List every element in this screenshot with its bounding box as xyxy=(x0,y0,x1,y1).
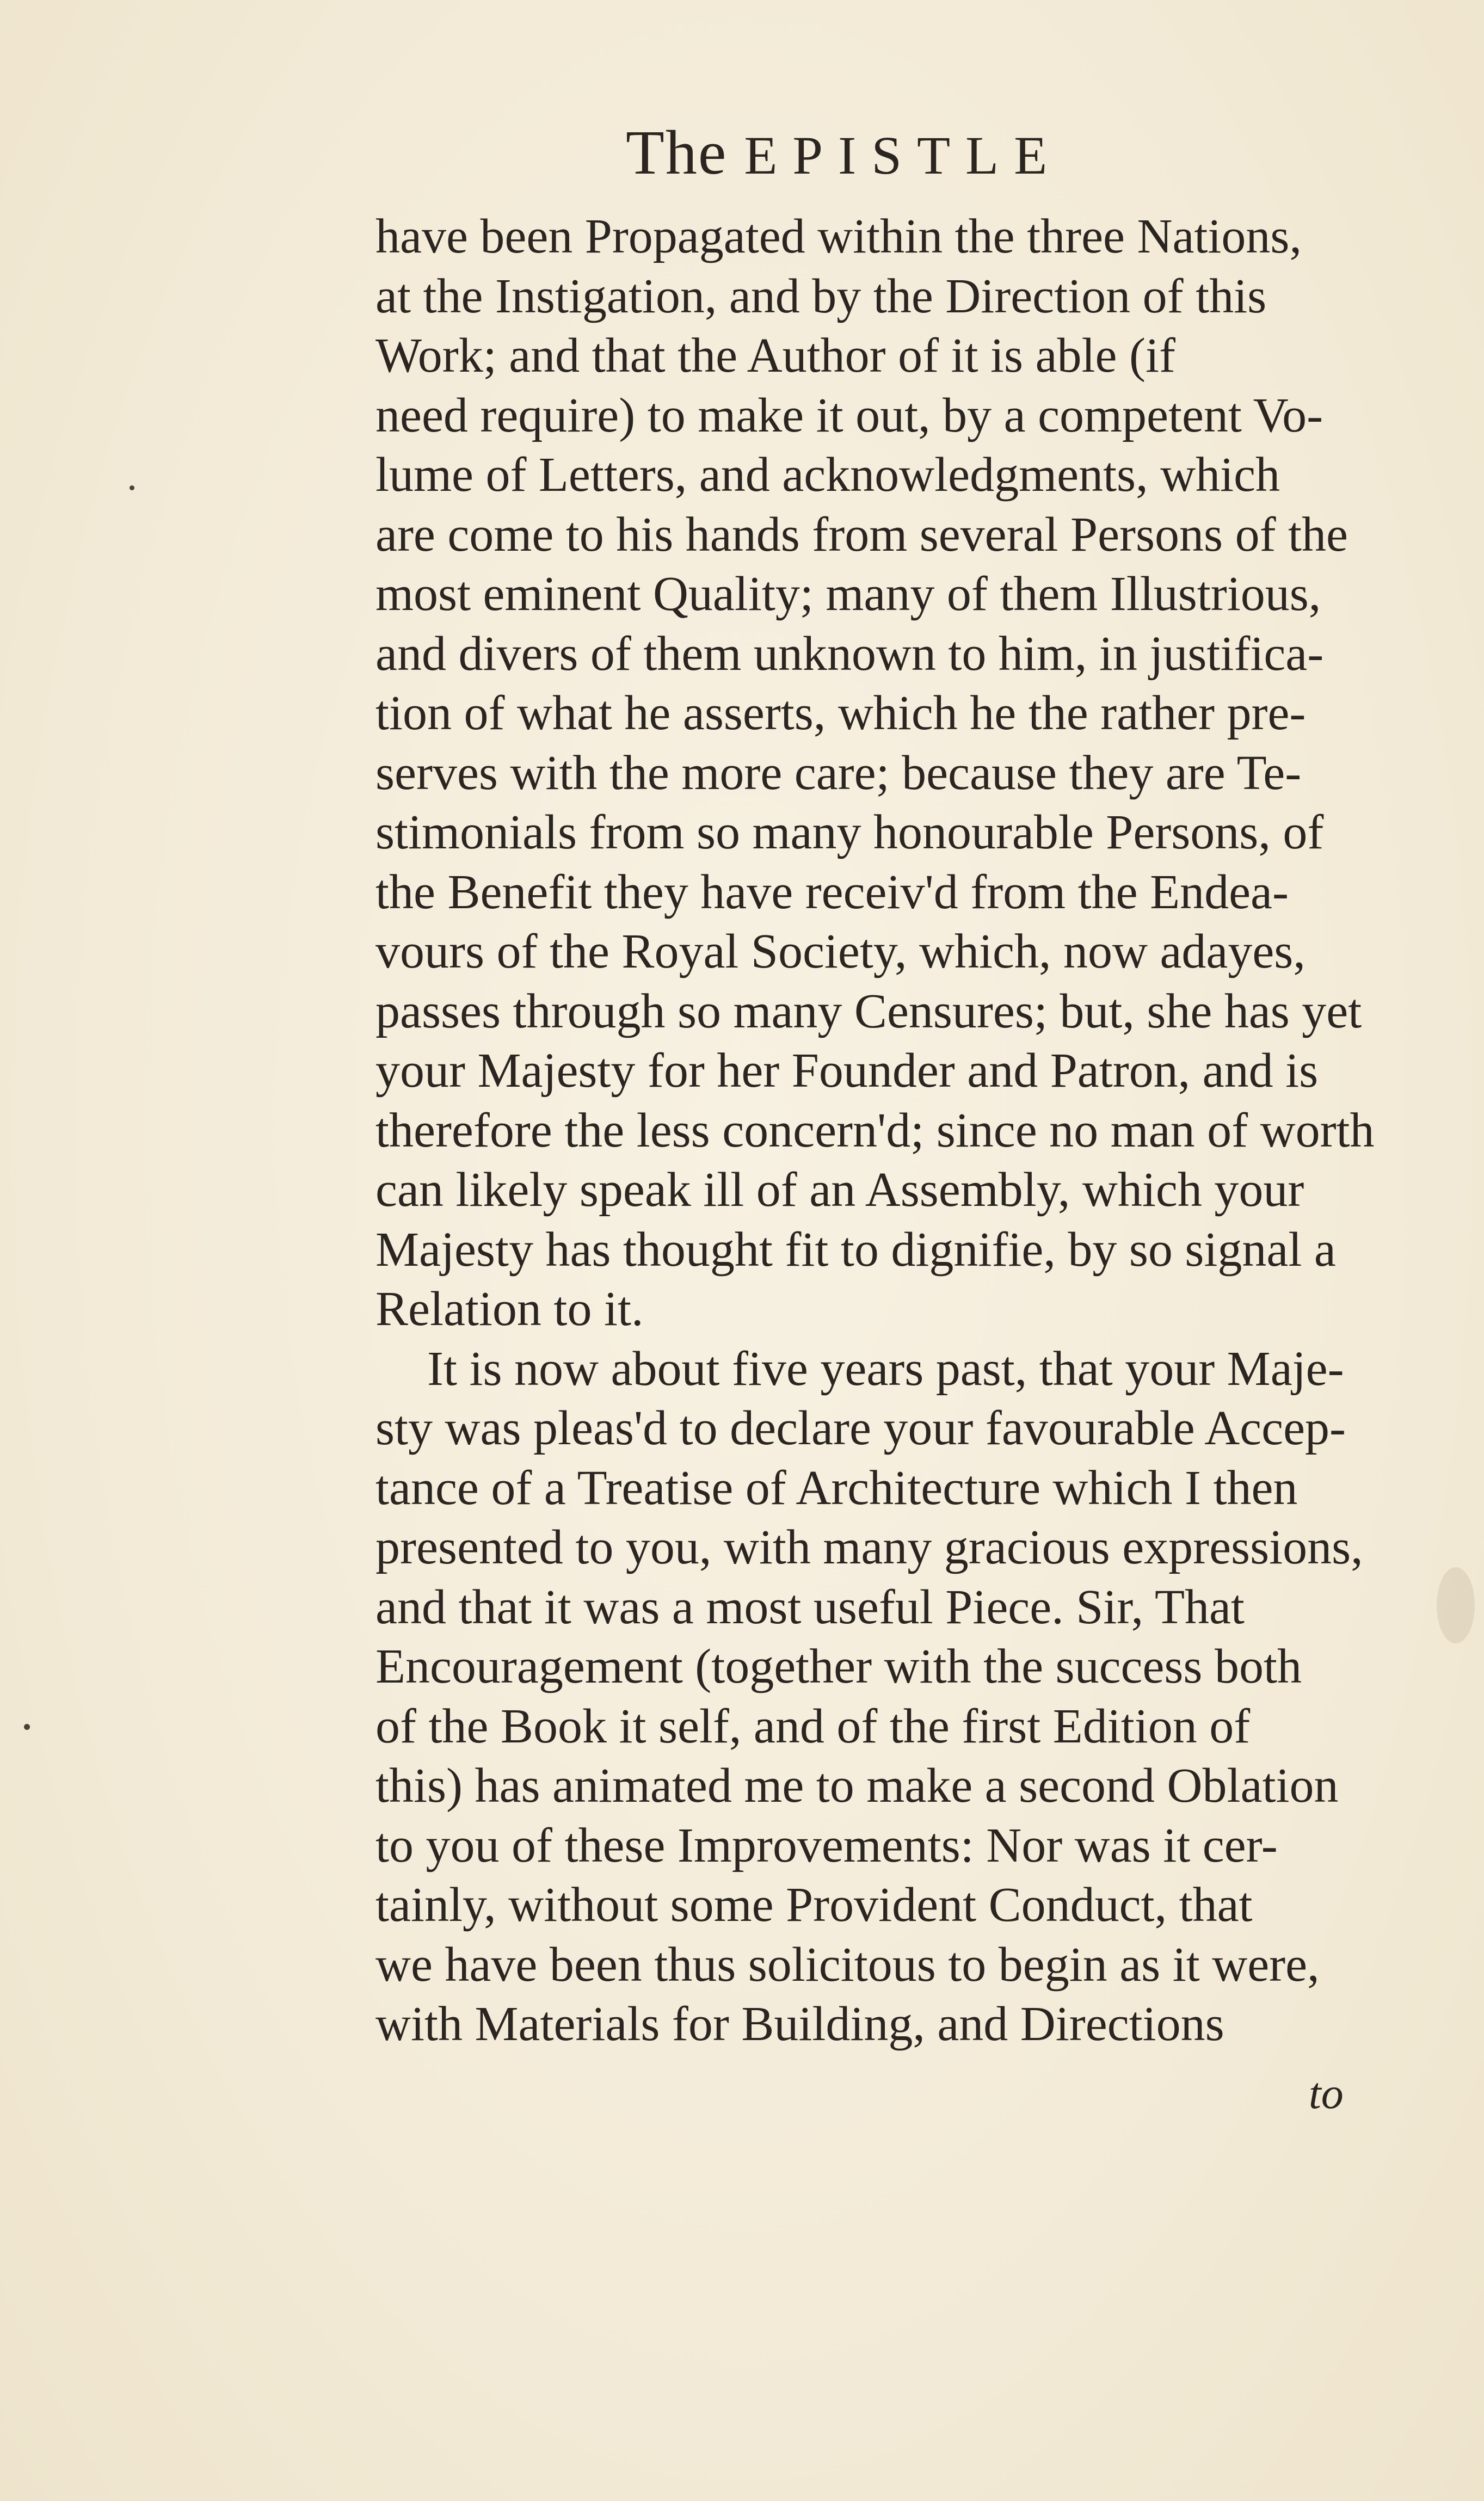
header-the: The xyxy=(626,118,728,188)
header-epistle: EPISTLE xyxy=(744,125,1063,186)
paragraph-start-line: It is now about five years past, that your Maje- xyxy=(427,1341,1344,1396)
text-line: are come to his hands from several Persons of the xyxy=(375,507,1348,562)
ink-speck xyxy=(24,1724,30,1730)
text-line: passes through so many Censures; but, she has yet xyxy=(375,984,1362,1038)
ink-speck xyxy=(130,485,134,490)
text-line: sty was pleas'd to declare your favourable Accep- xyxy=(375,1401,1346,1455)
text-line: lume of Letters, and acknowledgments, which xyxy=(375,448,1280,502)
text-line: Majesty has thought fit to dignifie, by so signal a xyxy=(375,1222,1336,1277)
epistle-body-text xyxy=(375,207,1375,2054)
text-line: vours of the Royal Society, which, now adayes, xyxy=(375,925,1306,978)
text-line: of the Book it self, and of the first Edition of xyxy=(375,1699,1251,1753)
text-line: most eminent Quality; many of them Illustrious, xyxy=(375,567,1321,621)
catchword: to xyxy=(1309,2068,1344,2118)
text-line: presented to you, with many gracious expressions, xyxy=(375,1520,1363,1574)
text-line: the Benefit they have receiv'd from the Endea- xyxy=(375,865,1289,919)
text-line: Relation to it. xyxy=(375,1282,644,1336)
text-line: tance of a Treatise of Architecture which I then xyxy=(375,1461,1298,1515)
text-line: this) has animated me to make a second Oblation xyxy=(375,1759,1339,1813)
text-line: your Majesty for her Founder and Patron, and is xyxy=(375,1044,1319,1098)
running-header xyxy=(626,117,1062,189)
text-line: at the Instigation, and by the Direction of this xyxy=(375,269,1267,323)
text-line: tainly, without some Provident Conduct, that xyxy=(375,1878,1253,1932)
text-line: with Materials for Building, and Directions xyxy=(375,1997,1224,2051)
text-line: have been Propagated within the three Nations, xyxy=(375,210,1302,263)
text-line: therefore the less concern'd; since no man of worth xyxy=(375,1103,1375,1157)
text-line: and that it was a most useful Piece. Sir, That xyxy=(375,1580,1245,1634)
text-line: tion of what he asserts, which he the rather pre- xyxy=(375,686,1306,740)
text-line: need require) to make it out, by a competent Vo- xyxy=(375,388,1323,442)
text-line: and divers of them unknown to him, in justifica- xyxy=(375,626,1324,681)
text-line: Work; and that the Author of it is able (if xyxy=(375,329,1175,383)
text-line: we have been thus solicitous to begin as it were, xyxy=(375,1937,1320,1992)
text-line: serves with the more care; because they are Te- xyxy=(375,746,1302,800)
text-line: to you of these Improvements: Nor was it cer- xyxy=(375,1818,1278,1872)
text-line: Encouragement (together with the success both xyxy=(375,1640,1302,1693)
paper-smudge xyxy=(1437,1567,1475,1643)
text-line: stimonials from so many honourable Persons, of xyxy=(375,805,1324,859)
text-line: can likely speak ill of an Assembly, which your xyxy=(375,1163,1304,1217)
